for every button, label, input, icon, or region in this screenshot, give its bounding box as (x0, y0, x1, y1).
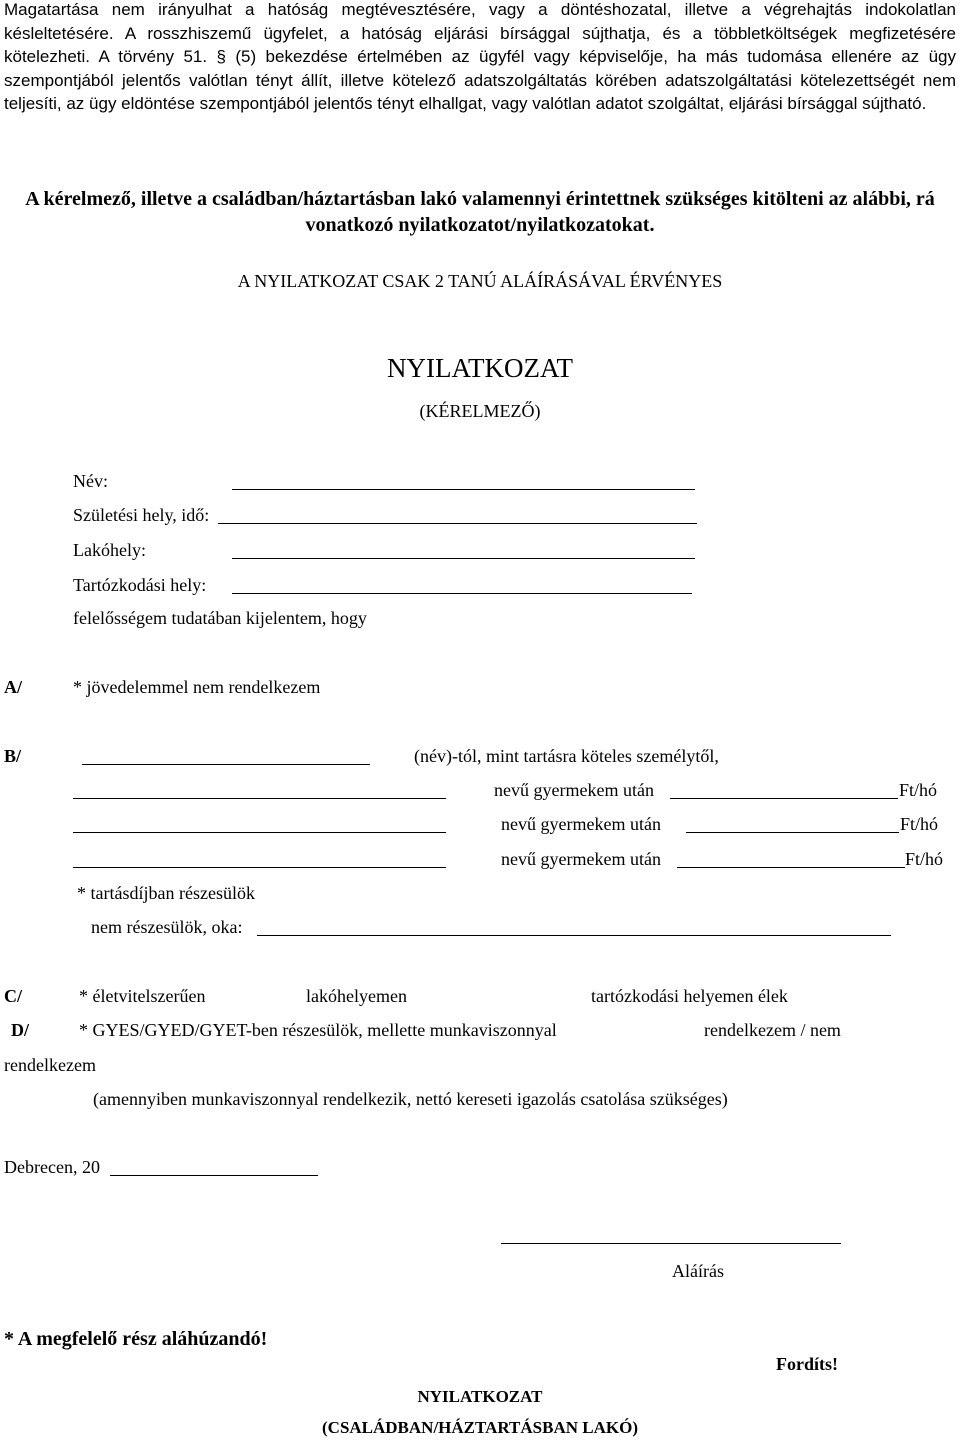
child-1-name-field[interactable] (73, 798, 446, 799)
birth-label: Születési hely, idő: (73, 505, 210, 525)
receive-option[interactable]: * tartásdíjban részesülök (77, 883, 255, 903)
section-a-letter: A/ (4, 677, 22, 697)
declaration-intro: felelősségem tudatában kijelentem, hogy (73, 608, 367, 628)
name-field[interactable] (232, 489, 695, 490)
section-d-text: * GYES/GYED/GYET-ben részesülök, mellette munkaviszonnyal (79, 1020, 557, 1040)
obligor-name-field[interactable] (82, 764, 370, 765)
child-2-unit: Ft/hó (900, 814, 939, 834)
child-1-amount-field[interactable] (670, 798, 898, 799)
stay-label: Tartózkodási hely: (73, 575, 207, 595)
child-3-amount-field[interactable] (677, 867, 905, 868)
residence-label: Lakóhely: (73, 540, 146, 560)
child-2-name-field[interactable] (73, 832, 446, 833)
stay-field[interactable] (232, 593, 692, 594)
section-d-letter: D/ (11, 1020, 29, 1040)
child-3-label: nevű gyermekem után (501, 849, 661, 869)
section-b-letter: B/ (4, 746, 22, 766)
date-field[interactable] (110, 1175, 318, 1176)
name-label: Név: (73, 471, 108, 491)
underline-note: * A megfelelő rész aláhúzandó! (4, 1328, 268, 1350)
turn-over-note: Fordíts! (776, 1354, 838, 1374)
next-form-title: NYILATKOZAT (417, 1387, 543, 1406)
place-date-label: Debrecen, 20 (4, 1157, 100, 1177)
stay-place-option[interactable]: tartózkodási helyemen élek (591, 986, 788, 1006)
intro-paragraph: Magatartása nem irányulhat a hatóság megtévesztésére, vagy a döntéshozatal, illetve a végrehajtás indokolatlan késleltetésére. A rosszhiszemű ügyfelet, a hatóság eljárási bírsággal sújthatja, és a többletköltségek megfizetésére kötelezheti. A törvény 51. § (5) bekezdése értelmében az ügyfél vagy képviselője, ha más tudomása ellenére az ügy szempontjából jelentős valótlan tényt állít, illetve kötelező adatszolgáltatás körében adatszolgáltatási kötelezettségét nem teljesíti, az ügy eldöntése szempontjából jelentős tényt elhallgat, vagy valótlan adatot szolgáltat, eljárási bírsággal sújtható. (4, 0, 956, 113)
section-a-text: * jövedelemmel nem rendelkezem (73, 677, 321, 697)
birth-field[interactable] (218, 523, 697, 524)
child-2-label: nevű gyermekem után (501, 814, 661, 834)
form-subtitle: (KÉRELMEZŐ) (419, 401, 541, 421)
child-2-amount-field[interactable] (686, 832, 899, 833)
child-3-unit: Ft/hó (905, 849, 944, 869)
form-title: NYILATKOZAT (387, 353, 573, 383)
section-c-text: * életvitelszerűen (79, 986, 206, 1006)
residence-field[interactable] (232, 558, 695, 559)
validity-note: A NYILATKOZAT CSAK 2 TANÚ ALÁÍRÁSÁVAL ÉRVÉNYES (237, 271, 723, 291)
not-receive-option[interactable]: nem részesülök, oka: (91, 917, 243, 937)
child-1-label: nevű gyermekem után (494, 780, 654, 800)
next-form-subtitle: (CSALÁDBAN/HÁZTARTÁSBAN LAKÓ) (322, 1418, 638, 1437)
signature-label: Aláírás (672, 1261, 724, 1281)
employment-options[interactable]: rendelkezem / nem (704, 1020, 841, 1040)
obligor-text: (név)-tól, mint tartásra köteles személytől, (414, 746, 719, 766)
child-1-unit: Ft/hó (899, 780, 938, 800)
section-d-text-continued: rendelkezem (4, 1055, 96, 1075)
child-3-name-field[interactable] (73, 867, 446, 868)
section-d-note: (amennyiben munkaviszonnyal rendelkezik, nettó kereseti igazolás csatolása szükséges) (93, 1089, 728, 1109)
residence-option[interactable]: lakóhelyemen (306, 986, 407, 1006)
fill-in-notice: A kérelmező, illetve a családban/háztartásban lakó valamennyi érintettnek szükséges kitölteni az alábbi, rá vonatkozó nyilatkozatot/nyilatkozatokat. (25, 188, 935, 236)
not-receive-reason-field[interactable] (257, 935, 891, 936)
section-c-letter: C/ (4, 986, 22, 1006)
signature-line[interactable] (501, 1243, 841, 1244)
